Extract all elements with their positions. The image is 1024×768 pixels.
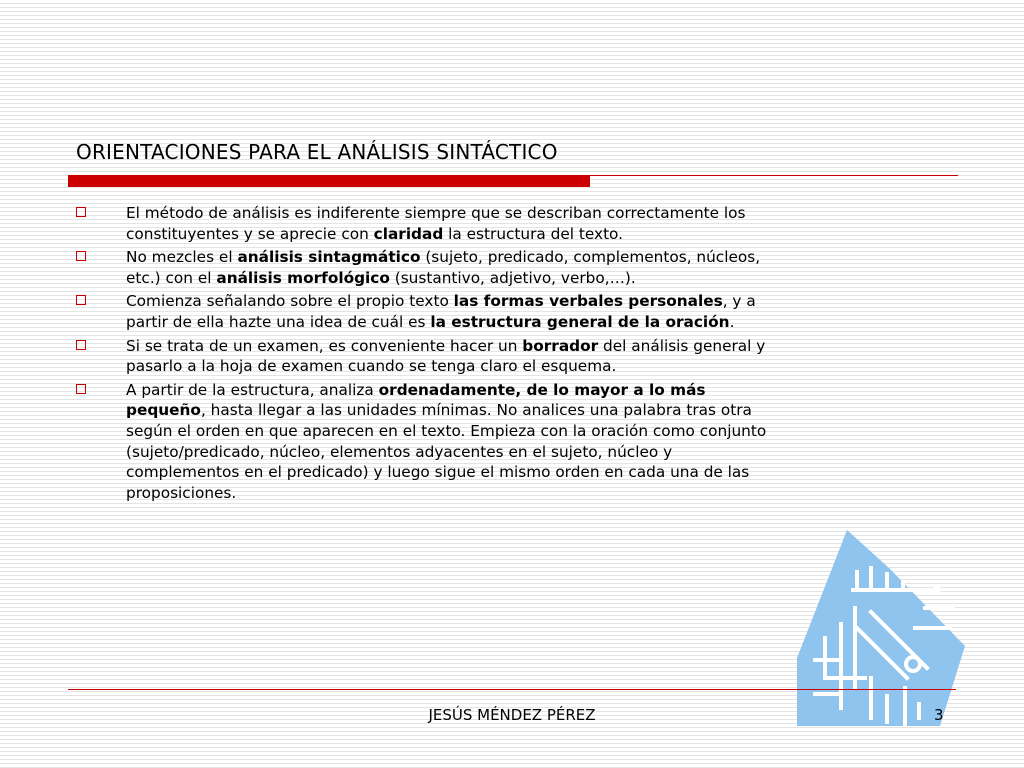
bullet-emphasis: borrador	[522, 336, 599, 355]
bullet-item	[76, 247, 788, 288]
title-underline-rule	[590, 175, 958, 176]
bullet-emphasis: claridad	[373, 224, 444, 243]
bullet-item	[76, 291, 788, 332]
bullet-text: (sujeto, predicado, complementos, núcleos, etc.) con el	[126, 248, 761, 287]
bullet-item	[76, 380, 788, 504]
bullet-item	[76, 336, 788, 377]
bullet-emphasis: las formas verbales personales	[453, 292, 723, 311]
bullet-text: , y a partir de ella hazte una idea de cuál es	[126, 292, 756, 331]
bullet-emphasis: análisis morfológico	[216, 268, 390, 287]
bullet-text: Comienza señalando sobre el propio texto	[126, 292, 454, 311]
bullet-text: El método de análisis es indiferente siempre que se describan correctamente los constituyentes y se aprecie con	[126, 204, 746, 243]
page-number: 3	[934, 706, 944, 724]
bullet-text: No mezcles el	[126, 248, 238, 267]
bullet-text: del análisis general y pasarlo a la hoja de examen cuando se tenga claro el esquema.	[126, 336, 766, 376]
circuit-logo-icon	[795, 528, 970, 728]
bullet-item	[76, 203, 788, 244]
bullet-emphasis: análisis sintagmático	[237, 248, 421, 267]
footer-author: JESÚS MÉNDEZ PÉREZ	[428, 706, 596, 724]
bullet-text: Si se trata de un examen, es conveniente hacer un	[126, 336, 523, 355]
bullet-list	[76, 203, 788, 506]
bullet-emphasis: ordenadamente, de lo mayor a lo más pequeño	[126, 380, 706, 420]
bullet-text: A partir de la estructura, analiza	[126, 380, 379, 399]
square-bullet-icon	[76, 384, 86, 394]
slide-title: ORIENTACIONES PARA EL ANÁLISIS SINTÁCTICO	[76, 140, 558, 164]
bullet-text: (sustantivo, adjetivo, verbo,…).	[389, 268, 636, 287]
bullet-emphasis: la estructura general de la oración	[430, 312, 730, 331]
square-bullet-icon	[76, 295, 86, 305]
square-bullet-icon	[76, 207, 86, 217]
bullet-text: la estructura del texto.	[443, 224, 624, 243]
square-bullet-icon	[76, 251, 86, 261]
bullet-text: .	[729, 312, 735, 331]
title-underline-bar	[68, 175, 590, 187]
square-bullet-icon	[76, 340, 86, 350]
bullet-text: , hasta llegar a las unidades mínimas. No analices una palabra tras otra según el orden en que aparecen en el texto. Empieza con la oración como conjunto (sujeto/predicado, núcleo, elementos adyacentes en el sujeto, núcleo y complementos en el predicado) y luego sigue el mismo orden en cada una de las proposiciones.	[126, 401, 767, 502]
footer-rule	[68, 689, 956, 690]
